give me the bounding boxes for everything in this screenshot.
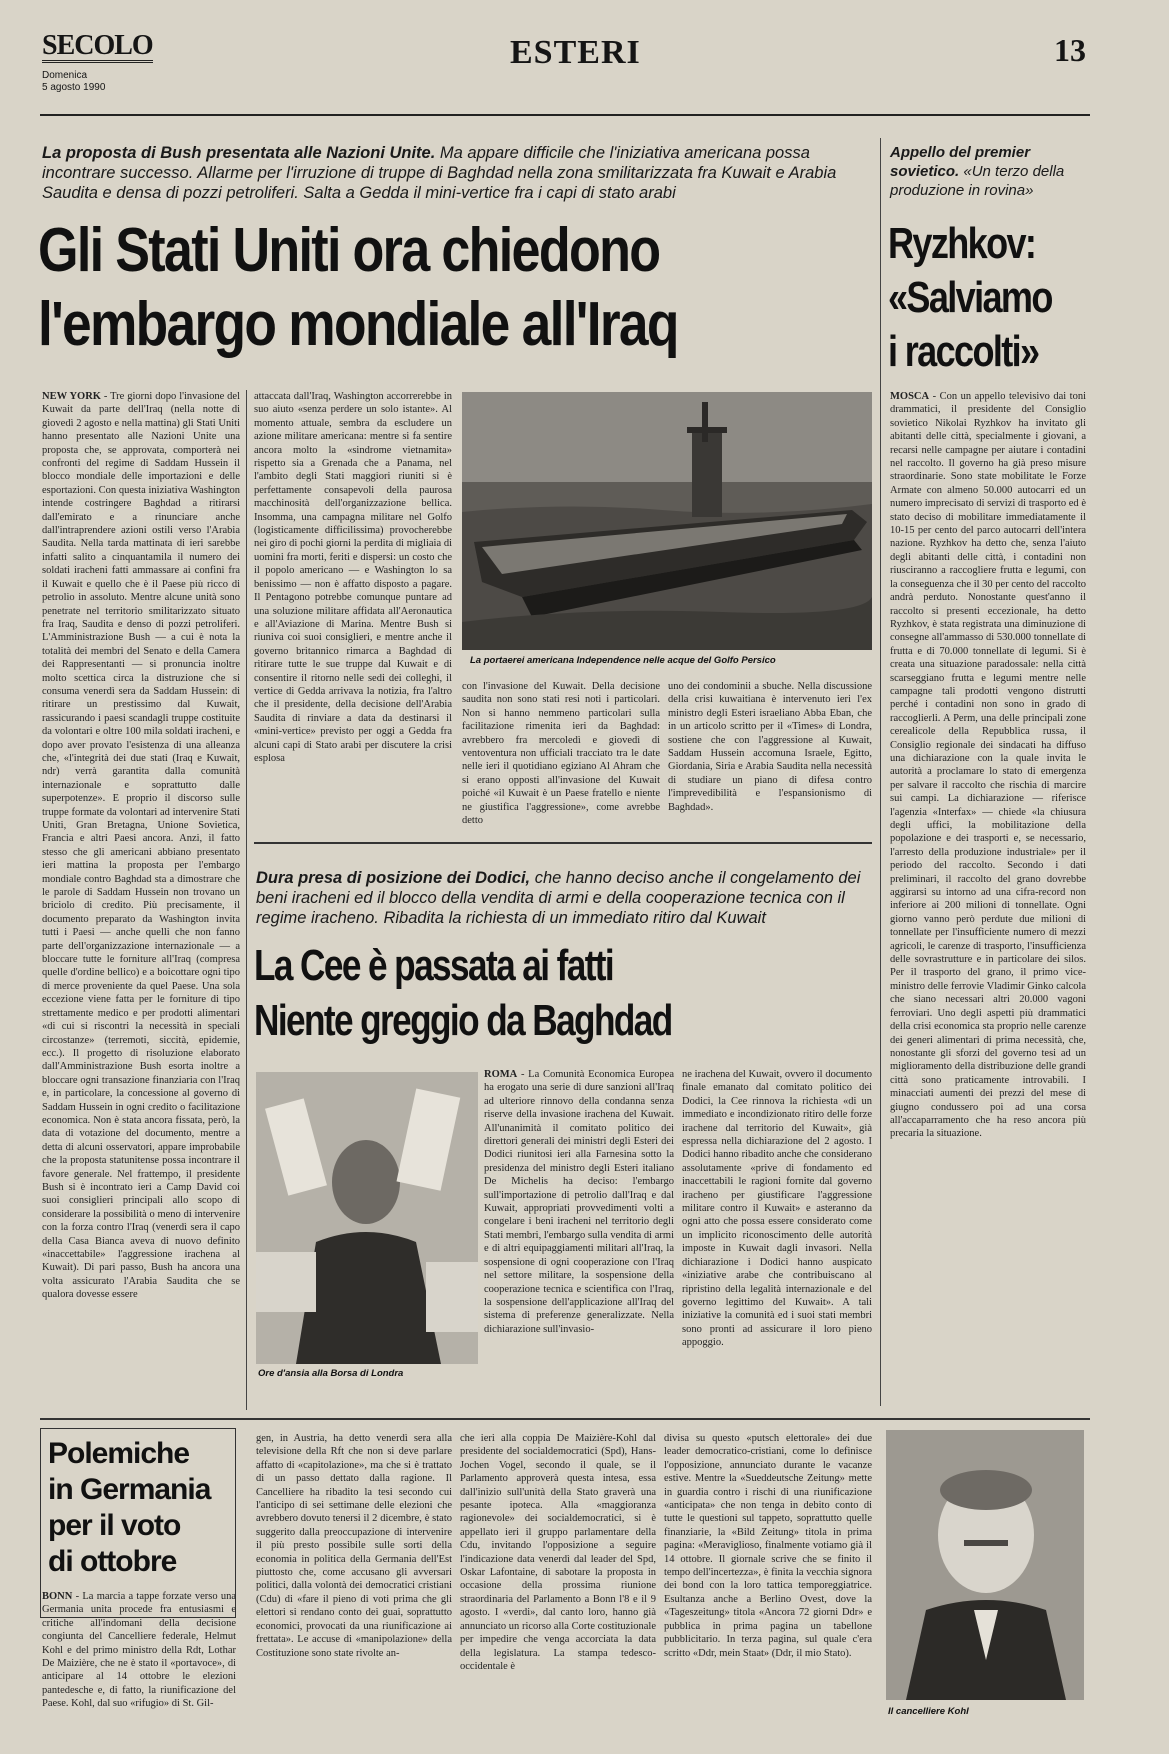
cee-column-1 [484,1068,674,1408]
ryzhkov-kicker [890,143,1085,200]
issue-weekday: Domenica [42,70,88,81]
cee-headline-line-1: La Cee è passata ai fatti [254,941,614,990]
aircraft-carrier-image [462,392,872,650]
germany-column-3-text: che ieri alla coppia De Maizière-Kohl dal presidente del socialdemocratici (Spd), Hans-Jochen Vogel, secondo il quale, se il Parlamento approverà questa intesa, essa dall'inizio sull'unità della Stato graverà una pesante ipoteca. Alla «maggioranza ragionevole» dei socialdemocratici, si è appellato ieri il gruppo parlamentare della Cdu, invitando l'opposizione a seguire l'indicazione data venerdì dal leader del Spd, Oskar Lafontaine, di sabotare la proposta in occasione della prossima riunione straordinaria del Parlamento a Bonn l'8 e il 9 agosto. I «verdi», dal canto loro, hanno già annunciato un ricorso alla Corte costituzionale per impedire che venga accorciata la data della legislatura. La stampa tedesco-occidentale è [460,1433,656,1672]
lead-column-1-text: - Tre giorni dopo l'invasione del Kuwait da parte dell'Iraq (nella notte di giovedì 2 agosto e nella mattina) gli Stati Uniti hanno presentato alle Nazioni Unite una proposta che, se approvata, comporterà nei confronti del regime di Saddam Hussein il blocco mondiale delle importazioni e delle esportazioni. Con questa iniziativa Washington intende costringere Baghdad a ritirarsi dall'emirato e a rinunciare anche dall'intraprendere azioni ostili verso l'Arabia Saudita. Nella tarda mattinata di ieri sarebbe infatti salito a cinquantamila il numero dei soldati iracheni fatti ammassare ai confini fra il Kuwait e quello che è il Paese più ricco di petrolio in assoluto. Mentre alcune unità sono penetrate nel territorio smilitarizzato situato fra Iraq, Saudita e denso di pozzi petroliferi. L'Amministrazione Bush — a cui è nota la totalità dei membri del Senato e della Camera dei Rappresentanti — si pronuncia inoltre molto scettica circa la distruzione che si consuma venerdì sera da Saddam Hussein: di ritirare un prestissimo dal Kuwait, rassicurando i paesi scandagli truppe costituite da volontari e oltre 100 mila soldati iracheni, e dopo aver provato l'esistenza di una alleanza che, «l'integrità dei due stati (Iraq e Kuwait, ndr) verrà garantita dalla comunità internazionale e soprattutto dalle superpotenze». E proprio il discorso sulle truppe formate da volontari ad intervenire Stati Uniti, Gran Bretagna, Unione Sovietica, Francia e altri Paesi ancora. Anzi, il fatto stesso che gli americani abbiano presentato ieri mattina la proposta per l'embargo mondiale contro Baghdad sta a dimostrare che le parole di Saddam Hussein non trovano un briciolo di credito. Più precisamente, il documento preparato da Washington invita tutti i Paesi — anche quelli che non fanno parte dell'organizzazione internazionale — a bloccare tutte le forniture all'Iraq (compresa quelle d'ordine bellico) e a boicottare ogni tipo di merce proveniente da quel Paese. Una sola eccezione viene fatta per le forniture di tipo strettamente medico e per prodotti alimentari «di cui si riscontri la necessità in speciali circostanze» (terremoti, siccità, epidemie, ecc.). Il progetto di risoluzione elaborato dall'Amministrazione Bush esorta inoltre a bloccare ogni transazione finanziaria con l'Iraq e, in particolare, la concessione al governo di Saddam Hussein in ogni credito o facilitazione economica. Non è stata ancora fissata, però, la data di votazione del documento, mentre a detta di alcuni osservatori, appare improbabile che la proposta statunitense possa incontrare il favore generale. Nel frattempo, il presidente Bush si è incontrato ieri a Camp David coi suoi consiglieri principali allo scopo di considerare la possibilità o meno di intervenire con la forza contro l'Iraq (venerdì sera il capo della Casa Bianca aveva di nuovo definito «inaccettabile» l'aggressione irachena al Kuwait). Di pari passo, Bush ha ancora una volta assicurato l'Arabia Saudita che se qualora dovesse essere [42,391,240,1301]
germany-column-4 [664,1432,872,1732]
germany-headline-line-2: in Germania [48,1473,211,1506]
section-divider [254,842,872,844]
germany-column-4-text: divisa su questo «putsch elettorale» dei due leader democratico-cristiani, come lo definisce l'opposizione, annunciato durante le vacanze estive. Mentre la «Sueddeutsche Zeitung» mette in guardia contro i rischi di una riunificazione «anticipata» che non tenga in debito conto di tutte le questioni sul tappeto, soprattutto quelle finanziarie, la «Bild Zeitung» titola in prima pagina: «Meraviglioso, finalmente votiamo già il 14 ottobre. Il giornale scrive che se finito il tempo dell'incertezza», è finita la vecchia signora dei bond con la loro tattica temporeggiatrice. Esultanza anche a Berlino Ovest, dove la «Tageszeitung» titola «Ancora 72 giorni Ddr» e pubblica in prima pagina un tabellone pubblicitario. In terza pagina, sul quale c'era scritto «Ddr, mein Staat» (Ddr, il mio Stato). [664,1433,872,1659]
germany-headline-line-3: per il voto [48,1509,181,1542]
lead-column-4 [668,680,872,830]
lead-column-2-text: attaccata dall'Iraq, Washington accorrerebbe in suo aiuto «senza perdere un solo istante». Al momento attuale, sembra da escludere un azione militare americana: mentre si fa sentire ancora molto la «sindrome vietnamita» rispetto sia a Grenada che a Panama, nel l'ambito degli Stati maggiori riuniti si è perfettamente consapevoli della paurosa macchinosità dell'organizzazione bellica. Insomma, una campagna militare nel Golfo (logisticamente difficilissima) provocherebbe nei giro di pochi giorni la perdita di migliaia di uomini fra morti, feriti e dispersi: un costo che il popolo americano — e Washington lo sa benissimo — non è affatto disposto a pagare. Il Pentagono potrebbe comunque puntare ad una soluzione militare affidata all'Aeronautica e all'Aviazione di Marina. Mentre Bush si riuniva coi suoi consiglieri, e mentre anche il governo britannico rimarca a Baghdad di ritirare tutte le sue truppe dal Kuwait e di consentire il ritorno nelle sedi dei colleghi, il vertice di Gedda arrivava la notizia, fra l'altro che il presidente, della decisione dell'Arabia Saudita di rinviare a data da destinarsi il «mini-vertice» previsto per oggi a Gedda fra alcuni capi di Stato arabi per discutere la crisi esplosa [254,391,452,764]
lead-column-3-text: con l'invasione del Kuwait. Della decisione saudita non sono stati resi noti i particolari. Non si hanno nemmeno particolari sulla facilitazione rimenita ieri da Baghdad: avrebbero fra mercoledì e giovedì di ventoventura non ufficiali tracciato tra le date nelle ieri il quotidiano egiziano Al Ahram che si erano opposti all'invasione del Kuwait poiché «il Kuwait è un Paese fratello e niente ne giustifica l'aggressione», come avrebbe detto [462,681,660,827]
page-number: 13 [1054,32,1086,68]
issue-date [42,70,105,94]
ryzhkov-dateline: MOSCA [890,391,930,402]
ryzhkov-body [890,390,1086,1406]
kohl-photo [886,1430,1084,1700]
germany-column-2-text: gen, in Austria, ha detto venerdì sera alla televisione della Rft che non si deve parlare affatto di «capitolazione», ma che si è trattato di un passo dettato dalla ragione. Il Cancelliere ha ribadito la tesi secondo cui l'anticipo di sei settimane delle elezioni che avrebbero dovuto tenersi il 2 dicembre, è stato suggerito dalla preoccupazione di intervenire il più presto possibile sulle sorti della economia in politica della Germania dell'Est piuttosto che, come accusano gli avversari politici, dalla volontà dei democratici cristiani (Cdu) di «fare il pieno di voti prima che gli elettori si rendano conto dei guai, soprattutto economici, provocati da una riunificazione ai frettata». Le accuse di «manipolazione» della Costituzione sono state rivolte an- [256,1433,452,1659]
ryzhkov-kicker-bold: Appello del premier sovietico. [890,144,1031,180]
germany-column-3 [460,1432,656,1732]
lead-kicker-bold: La proposta di Bush presentata alle Nazioni Unite. [42,144,436,162]
germany-column-1 [42,1590,236,1730]
cee-dateline: ROMA [484,1069,518,1080]
column-rule [246,390,247,1410]
bottom-divider [40,1418,1090,1420]
germany-column-2 [256,1432,452,1732]
cee-kicker-text: che hanno deciso anche il congelamento dei beni iracheni ed il blocco della vendita di armi e della cooperazione tecnica con il regime iracheno. Ribadita la richiesta di un immediato ritiro dal Kuwait [256,869,861,927]
borsa-photo [256,1072,478,1364]
section-title: ESTERI [510,34,641,71]
lead-kicker-text: Ma appare difficile che l'iniziativa americana possa incontrare successo. Allarme per l'irruzione di truppe di Baghdad nella zona smilitarizzata fra Kuwait e Arabia Saudita e densa di pozzi petroliferi. Salta a Gedda il mini-vertice fra i capi di stato arabi [42,144,837,202]
kohl-photo-caption: Il cancelliere Kohl [888,1706,969,1717]
cee-column-2-text: ne irachena del Kuwait, ovvero il documento finale emanato dal comitato politico dei Dodici, la Cee rinnova la richiesta «di un immediato e incondizionato ritiro delle forze irachene dal territorio del Kuwait», già espressa nella dichiarazione del 2 agosto. I Dodici hanno ribadito anche che considerano assolutamente «prive di fondamento ed inaccettabili le ragioni fornite dal governo iracheno per giustificare l'aggressione militare contro il Kuwait» e asteranno da ogni atto che possa essere considerato come un implicito riconoscimento delle autorità imposte in Kuwait dagli invasori. Nella dichiarazione i Dodici hanno auspicato «iniziative arabe che contribuiscano al ripristino della legalità internazionale e del governo legittimo del Kuwait». A tali iniziative la comunità ed i suoi stati membri sono pronti ad assicurare il loro pieno appoggio. [682,1069,872,1349]
cee-kicker-bold: Dura presa di posizione dei Dodici, [256,869,531,887]
issue-date-text: 5 agosto 1990 [42,82,106,93]
ryzhkov-body-text: - Con un appello televisivo dai toni drammatici, il presidente del Consiglio sovietico Nikolai Ryzhkov ha invitato gli abitanti delle città, specialmente i giovani, a recarsi nelle campagne per aiutare i contadini nel raccolto. Il governo ha già preso misure straordinarie. Sono state mobilitate le Forze Armate con almeno 50.000 autocarri ed un numero imprecisato di servizi di trasporto ed è stato deciso di mobilitare immediatamente il 10-15 per cento del parco autocarri dell'intera nazione. Ryzhkov ha detto che, senza l'aiuto degli abitanti delle città, i contadini non riusciranno a raccogliere frutta e legumi, con la conseguenza che il 30 per cento del raccolto andrà perduto. Nonostante quest'anno il raccolto si presenti eccezionale, ha detto Ryzhkov, è stata registrata una diminuzione di consegne all'ammasso di 530.000 tonnellate di frutta e di 70.000 tonnellate di legumi. Si è creata una situazione paradossale: nella città scarseggiano frutta e legumi mentre nelle campagne tali prodotti vengono distrutti perché i contadini non sono in grado di raccoglierli. A Perm, una delle principali zone cerealicole della Repubblica russa, il Consiglio regionale dei sindacati ha diffuso una dichiarazione con la quale invita le autorità a proclamare lo stato di emergenza per salvare il raccolto che rischia di marcire sui campi. La dichiarazione — riferisce l'agenzia «Interfax» — chiede «la chiusura degli uffici, la mobilitazione della popolazione e dei trasporti e, se necessario, l'arresto della produzione industriale» per il periodo del raccolto. Secondo i dati preliminari, il raccolto del grano dovrebbe aggirarsi su intorno ad una cifra-record non inferiore ai 200 milioni di tonnellate. Ogni giorno vanno però perdute due milioni di tonnellate per l'insufficiente numero di mezzi agricoli, le carenze di trasporto, l'insufficienza delle sovrastrutture e in particolare dei silos. Per il trasporto del grano, il primo vice-ministro delle ferrovie Vladimir Ginko calcola che siano necessari altri 20.000 vagoni ferroviari. Uno degli aspetti più drammatici della crisi economica sta proprio nelle carenze dei generi alimentari di prima necessità, che, nonostante gli sforzi del governo tesi ad un miglioramento della distribuzione delle grandi città sono praticamente introvabili. I minacciati aumenti dei prezzi del mese di giugno condussero poi ad una corsa all'accaparramento che ha reso ancora più precaria la situazione. [890,391,1086,1140]
cee-kicker [256,868,866,928]
trader-image [256,1072,478,1364]
cee-column-2 [682,1068,872,1408]
ryzhkov-headline-line-1: Ryzhkov: [888,219,1036,268]
lead-headline-line-2: l'embargo mondiale all'Iraq [38,290,678,359]
ryzhkov-headline-line-2: «Salviamo [888,273,1052,322]
germany-column-1-text: - La marcia a tappe forzate verso una Germania unita procede fra entusiasmi e critiche all'indomani della decisione congiunta del Cancelliere federale, Helmut Kohl e del primo ministro della Rdt, Lothar De Maizière, che ne è stato il «portavoce», di anticipare al 14 ottobre le elezioni pantedesche e, di fatto, la riunificazione del Paese. Kohl, dal suo «rifugio» di St. Gil- [42,1591,236,1710]
newspaper-name: SECOLO [42,30,153,61]
germany-dateline: BONN [42,1591,73,1602]
sidebar-rule [880,138,881,1406]
cee-column-1-text: - La Comunità Economica Europea ha erogato una serie di dure sanzioni all'Iraq ad ulteriore rinnovo della condanna senza riserve della invasione irachena del Kuwait. All'unanimità il comitato politico dei direttori generali dei ministri degli Esteri dei Dodici riunitosi ieri alla Farnesina sotto la presidenza del ministro degli Esteri italiano De Michelis ha deciso: l'embargo sull'importazione di petrolio dall'Iraq e dal Kuwait, appropriati provvedimenti volti a congelare i beni iracheni nel territorio degli Stati membri, l'embargo sulla vendita di armi e di altri equipaggiamenti militari all'Iraq, la sospensione di ogni cooperazione con l'Iraq nel settore militare, la sospensione della cooperazione tecnica e scientifica con l'Iraq, la sospensione dell'applicazione all'Iraq del sistema di preferenze generalizzate. Nella dichiarazione sull'invasio- [484,1069,674,1335]
lead-kicker [42,143,872,203]
ryzhkov-headline-line-3: i raccolti» [888,327,1039,376]
lead-headline-line-1: Gli Stati Uniti ora chiedono [38,216,660,285]
lead-column-4-text: uno dei condominii a sbuche. Nella discussione della crisi kuwaitiana è intervenuto ieri l'ex ministro degli Esteri israeliano Abba Eban, che in un articolo scritto per il «Times» di Londra, sostiene che con l'aggressione al Kuwait, Saddam Hussein accomuna Israele, Egitto, Giordania, Siria e Arabia Saudita nella necessità di studiare un piano di difesa contro l'imprevedibilità e l'espansionismo di Baghdad». [668,681,872,813]
lead-column-2 [254,390,452,828]
carrier-photo [462,392,872,650]
germany-headline-line-4: di ottobre [48,1545,177,1578]
masthead [40,26,1090,116]
lead-dateline: NEW YORK [42,391,101,402]
lead-column-1 [42,390,240,1412]
borsa-photo-caption: Ore d'ansia alla Borsa di Londra [258,1368,404,1379]
cee-headline-line-2: Niente greggio da Baghdad [254,996,672,1045]
carrier-photo-caption: La portaerei americana Independence nelle acque del Golfo Persico [470,655,776,666]
lead-column-3 [462,680,660,830]
ryzhkov-kicker-text: «Un terzo della produzione in rovina» [890,163,1065,199]
portrait-image [886,1430,1084,1700]
germany-headline-line-1: Polemiche [48,1437,190,1470]
